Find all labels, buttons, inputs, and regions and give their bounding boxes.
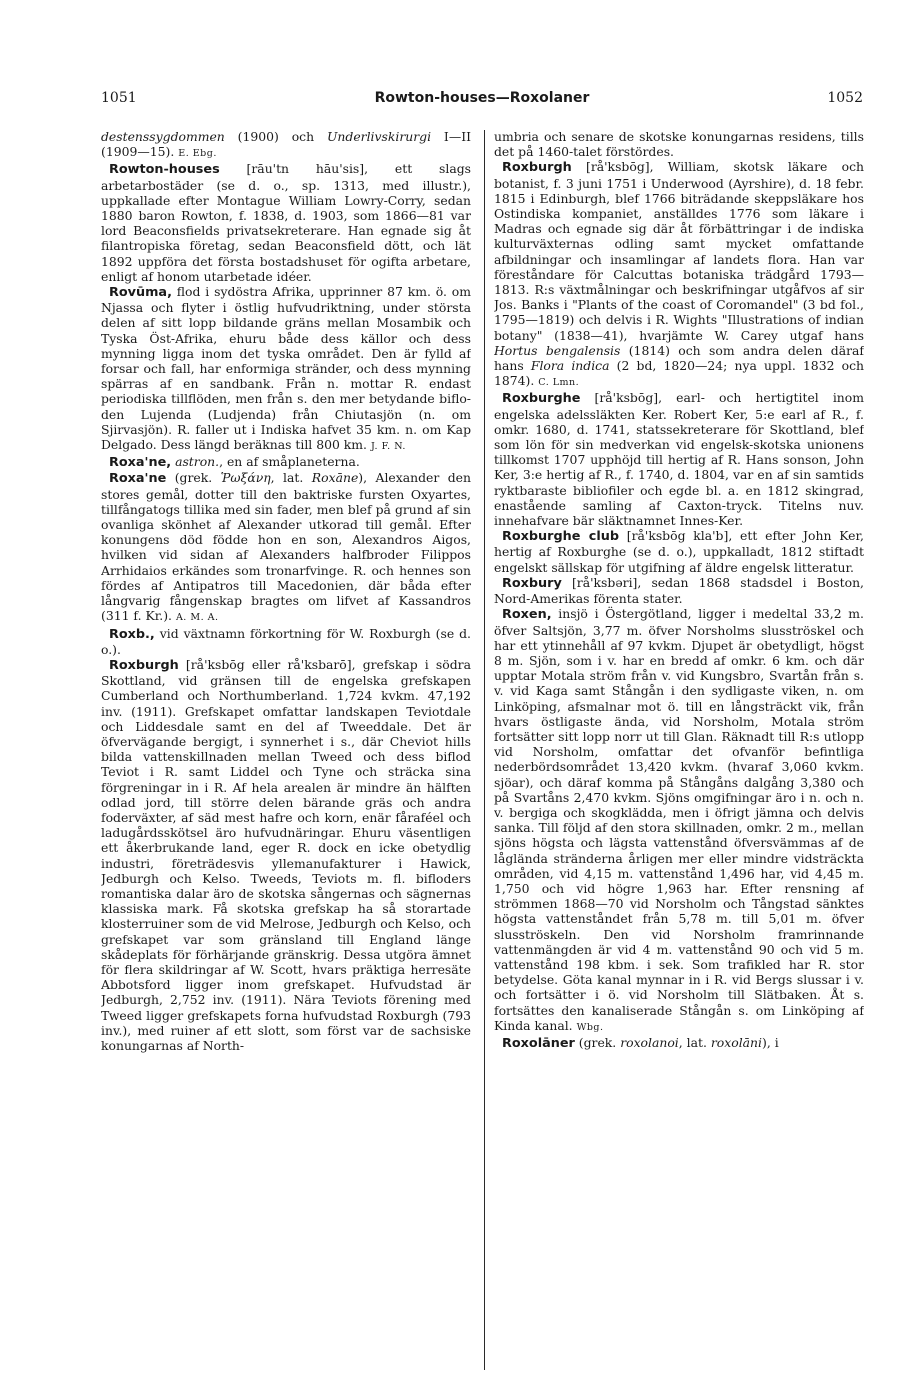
entry-rowton-houses [101,161,471,284]
entry-text: [rå'ksbəri], sedan 1868 stadsdel i Boston, Nord-Amerikas förenta stater. [494,574,864,607]
headword: Roxburghe [502,391,581,407]
headword: Roxa'ne, [109,455,172,471]
entry-text: flod i sydöstra Afrika, upprinner 87 km. ö. om Njassa och flyter i östlig hufvudriktning, under största delen af sitt lopp bildande gräns mellan Mosambik och Tyska Öst-Afrika, ehuru både dess källor och dess mynning ligga inom det tyska området. Den är fylld af forsar och fall, har enformiga stränder, och dess mynning spärras af en sandbank. Från n. mottar R. endast periodiska tillflöden, men från s. den mer betydande biflo- den Lujenda (Ludjenda) från Chiutasjön (n. om Sjirvasjön). R. faller ut i Indiska hafvet 35 km. n. om Kap Delgado. Dess längd beräknas till 800 km. [101,284,471,453]
book-title: Hortus bengalensis [494,342,621,358]
entry-text: I—II (1909—15). [101,129,471,160]
entry-continuation [101,129,471,161]
author-signature: J. F. N. [370,441,406,453]
entry-text: (1900) och [224,129,327,144]
entry-text: insjö i Östergötland, ligger i medeltal 33,2 m. öfver Saltsjön, 3,77 m. öfver Norsholms slusströskel och har ett ytinnehåll af 97 kvkm. Djupet är obetydligt, högst 8 m. Sjön, som i v. har en bredd af omkr. 6 km. och där upptar Motala ström från v. vid Kungsbro, Svartån från s. v. vid Kaga samt Stångån i den sydligaste viken, n. om Linköping, afsmalnar mot ö. till en långsträckt vik, från hvars östligaste ända, vid Norsholm, Motala ström fortsätter sitt lopp norr ut till Glan. Räknadt till R:s utlopp vid Norsholm, omfattar det ofvanför befintliga nederbördsområdet 13,420 kvkm. (hvaraf 3,060 kvkm. sjöar), och däraf komma på Stångåns dalgång 3,380 och på Svartåns 2,470 kvkm. Sjöns omgifningar äro i n. och n. v. bergiga och skogklädda, men i öfrigt jämna och delvis sanka. Till följd af den stora skillnaden, omkr. 2 m., mellan sjöns högsta och lägsta vattenstånd öfversvämmas af de låglända stränderna årligen mer eller mindre vidsträckta områden, vid 4,15 m. vattenstånd 1,496 har, vid 4,45 m. 1,750 och vid högre 1,963 har. Efter rensning af strömmen 1868—70 vid Norsholm och Tångstad sänktes högsta vattenståndet från 5,78 m. till 5,01 m. öfver slusströskeln. Den vid Norsholm framrinnande vattenmängden är vid 4 m. vattenstånd 90 och vid 5 m. vattenstånd 198 kbm. i sek. Som trafikled har R. stor betydelse. Göta kanal mynnar in i R. vid Bergs slussar i v. och fortsätter i ö. vid Norsholm till Slätbaken. Åt s. fortsättes den kanaliserade Stångån s. om Linköping af Kinda kanal. [494,606,864,1033]
book-title: Flora indica [530,358,610,374]
headword: Roxburghe club [502,529,619,545]
entry-rovuma [101,284,471,454]
entry-text: , lat. [270,470,312,486]
headword: Rovūma, [109,285,172,301]
entry-roxburghe [494,390,864,528]
italic-title: destenssygdommen [101,129,225,144]
entry-roxb [101,626,471,657]
page-header [101,90,863,112]
author-signature: E. Ebg. [178,148,217,160]
headword: Roxburgh [502,160,572,176]
column-divider [484,130,485,1370]
entry-text: [rå'ksbōg], William, skotsk läkare och botanist, f. 3 juni 1751 i Underwood (Ayrshire), d. 18 febr. 1815 i Edinburgh, blef 1766 biträdande skeppsläkare hos Ostindiska kompaniet, anställdes 1776 som läkare i Madras och egnade sig där åt förbättringar i de indiska kulturväxternas odling samt mycket omfattande afbildningar och insamlingar af landets flora. Han var föreståndare för Calcuttas botaniska trädgård 1793—1813. R:s växtmålningar och beskrifningar utgåfvos af sir Jos. Banks i "Plants of the coast of Coromandel" (3 bd fol., 1795—1819) och delvis i R. Wights "Illustrations of indian botany" (1838—41), hvarjämte W. Carey utgaf hans [494,159,864,343]
headword: Roxburgh [109,657,179,673]
entry-text: ), i [762,1034,779,1050]
entry-text: [rå'ksbōg eller rå'ksbarō], grefskap i södra Skottland, vid gränsen till de engelska grefskapen Cumberland och Northumberland. 1,724 kvkm. 47,192 inv. (1911). Grefskapet omfattar landskapen Teviotdale och Liddesdale samt en del af Tweeddale. Det är öfvervägande bergigt, i synnerhet i s., där Cheviot hills bilda vattenskillnaden mellan Tweed och dess biflod Teviot i R. samt Liddel och Tyne och sträcka sina förgreningar in i R. Af hela arealen är mindre än hälften odlad jord, till större delen bärande gräs och andra foderväxter, af säd mest hafre och korn, enär fåraféel och ladugårdsskötsel äro hufvudnäringar. Ehuru väsentligen ett åkerbrukande land, eger R. dock en icke obetydlig industri, företrädesvis yllemanufakturer i Hawick, Jedburgh och Kelso. Tweeds, Teviots m. fl. bifloders romantiska dalar äro de skotska sångernas och sägnernas klassiska mark. Få skotska grefskap ha så storartade klosterruiner som de vid Melrose, Jedburgh och Kelso, och grefskapet var som gränsland till England länge skådeplats för förhärjande gränskrig. Dessa utgöra ämnet för flera skildringar af W. Scott, hvars präktiga herresäte Abbotsford ligger inom grefskapet. Hufvudstad är Jedburgh, 2,752 inv. (1911). Nära Teviots förening med Tweed ligger grefskapets forna hufvudstad Roxburgh (793 inv.), med ruiner af ett slott, som först var de sachsiske konungarnas af North- [101,656,471,1053]
entry-roxane-astron [101,454,471,470]
italic-label: astron. [175,454,220,470]
headword: Roxen, [502,607,552,623]
entry-text: [rå'ksbōg], earl- och hertigtitel inom engelska adelssläkten Ker. Robert Ker, 5:e earl af R., f. omkr. 1680, d. 1741, statssekreterare för Skottland, blef som lön för sin medverkan vid engelsk-skotska unionens tillkomst 1707 upphöjd till hertig af R. Hans sonson, John Ker, 3:e hertig af R., f. 1740, d. 1804, var en af sin samtids ryktbaraste bibliofiler och egde bl. a. en 1812 skingrad, enastående samling af Caxton-tryck. Titelns nuv. innehafvare bär släktnamnet Innes-Ker. [494,390,864,529]
page-number-left: 1051 [101,90,137,106]
greek-name: roxolanoi [620,1034,679,1050]
headword: Roxa'ne [109,471,167,487]
entry-text: [rāu'tn hāu'sis], ett slags arbetarbostäder (se d. o., sp. 1313, med illustr.), uppkallade efter Montague William Lowry-Corry, sedan 1880 baron Rowton, f. 1838, d. 1903, som 1866—81 var lord Beaconsfields privatsekreterare. Han egnade sig åt filantropiska företag, sedan Beaconsfield dött, och lät 1892 uppföra det första bostadshuset för ogifta arbetare, enligt af honom utarbetade idéer. [101,161,471,284]
entry-text: (2 bd, 1820—24; nya uppl. 1832 och 1874). [494,358,864,389]
entry-text: , en af småplaneterna. [219,454,360,470]
entry-roxane [101,470,471,625]
right-column [494,129,864,1374]
greek-name: Ῥωξάνη [220,470,271,486]
entry-roxolaner [494,1035,864,1051]
entry-continuation [494,129,864,159]
headword: Roxolāner [502,1035,575,1051]
left-column [101,129,471,1374]
page-number-right: 1052 [827,90,863,106]
entry-text: , lat. [678,1034,711,1050]
headword: Roxb., [109,626,155,642]
entry-text: [rå'ksbōg kla'b], ett efter John Ker, hertig af Roxburghe (se d. o.), uppkalladt, 1812 stiftadt engelskt sällskap för utgifning af äldre engelsk litteratur. [494,528,864,575]
headword: Rowton-houses [109,162,220,178]
author-signature: A. M. A. [175,612,219,624]
entry-text: (grek. [574,1034,621,1050]
entry-text: (1814) och som andra delen däraf hans [494,342,864,374]
running-title: Rowton-houses—Roxolaner [374,90,590,106]
entry-roxburgh-william [494,159,864,390]
entry-roxen [494,606,864,1035]
author-signature: Wbg. [576,1021,604,1033]
entry-text: umbria och senare de skotske konungarnas residens, tills det på 1460-talet förstördes. [494,129,864,160]
author-signature: C. Lmn. [538,377,580,389]
entry-text: ), Alexander den stores gemål, dotter till den baktriske fursten Oxyartes, tillfångatogs tillika med sin fader, men blef på grund af sin ovanliga skönhet af Alexander utkorad till gemål. Efter konungens död födde hon en son, Alexandros Aigos, hvilken vid sidan af Alexanders halfbroder Filippos Arrhidaios erkändes som tronarfvinge. R. och hennes son fördes af Antipatros till Macedonien, där båda efter långvarig fångenskap bragtes om lifvet af Kassandros (311 f. Kr.). [101,470,471,624]
entry-roxburgh-county [101,657,471,1053]
latin-name: Roxāne [311,470,359,486]
entry-roxburghe-club [494,528,864,575]
entry-roxbury [494,575,864,606]
entry-text: vid växtnamn förkortning för W. Roxburgh (se d. o.). [101,625,471,657]
entry-text: (grek. [166,470,221,486]
latin-name: roxolāni [710,1034,762,1050]
headword: Roxbury [502,575,562,591]
italic-title: Underlivskirurgi [326,129,432,144]
